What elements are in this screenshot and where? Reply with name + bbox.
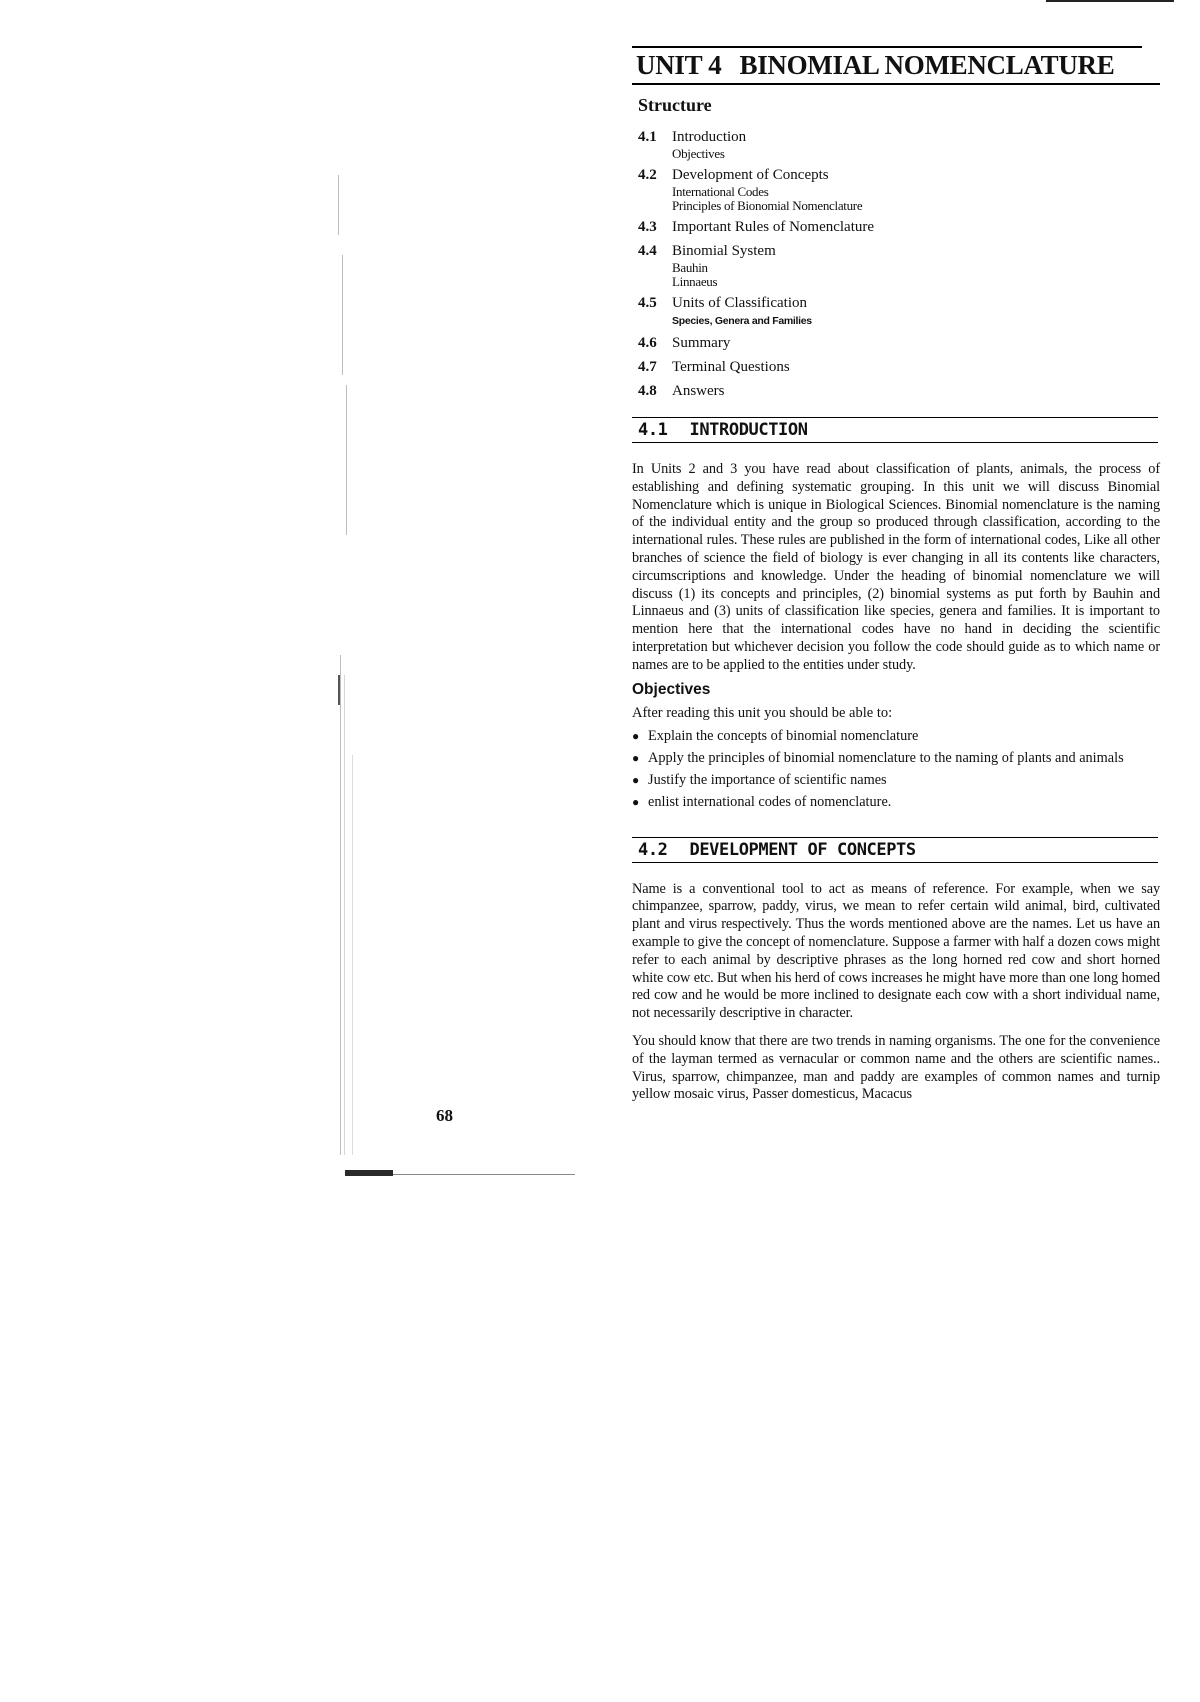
development-paragraph-2: You should know that there are two trends in naming organisms. The one for the convenience of the layman termed as vernacular or common name and the others are scientific names.. Virus, sparrow, chimpanzee, man and paddy are examples of common names and turnip yellow mosaic virus, Passer domesticus, Macacus xyxy=(632,1032,1160,1103)
list-item: ● Justify the importance of scientific names xyxy=(632,771,887,788)
bullet-icon: ● xyxy=(632,772,640,787)
top-edge-rule xyxy=(1046,0,1174,2)
toc-label: Summary xyxy=(672,335,731,351)
page-content xyxy=(632,46,1160,1104)
toc-subitem: Species, Genera and Families xyxy=(672,315,812,327)
list-item: ● enlist international codes of nomenclature. xyxy=(632,793,892,810)
toc-label: Units of Classification xyxy=(672,295,807,311)
toc-label: Important Rules of Nomenclature xyxy=(672,219,875,235)
section-heading-development xyxy=(632,837,1158,863)
list-item: ● Explain the concepts of binomial nomenclature xyxy=(632,727,919,744)
toc-number: 4.6 xyxy=(638,335,657,351)
toc-item xyxy=(638,382,1160,401)
list-item: ● Apply the principles of binomial nomenclature to the naming of plants and animals xyxy=(632,749,1124,766)
scanned-binding-margin xyxy=(338,155,578,1175)
toc-subitem: International Codes xyxy=(672,184,769,199)
unit-number: UNIT 4 xyxy=(636,50,722,80)
objectives-list xyxy=(632,728,1160,811)
objectives-heading: Objectives xyxy=(632,680,711,698)
toc-item xyxy=(638,166,1160,213)
section-heading-introduction xyxy=(632,417,1158,443)
toc-number: 4.3 xyxy=(638,219,657,235)
toc-number: 4.1 xyxy=(638,129,657,145)
toc-item xyxy=(638,242,1160,289)
toc-item xyxy=(638,334,1160,353)
section-title: INTRODUCTION xyxy=(689,420,808,440)
bullet-icon: ● xyxy=(632,750,640,765)
toc-subitem: Objectives xyxy=(672,146,725,161)
toc-number: 4.5 xyxy=(638,295,657,311)
bullet-icon: ● xyxy=(632,794,640,809)
toc-label: Development of Concepts xyxy=(672,167,829,183)
introduction-paragraph: In Units 2 and 3 you have read about classification of plants, animals, the process of establishing and defining systematic grouping. In this unit we will discuss Binomial Nomenclature which is unique in Biological Sciences. Binomial nomenclature is the naming of the individual entity and the group so produced through classification, according to the international rules. These rules are published in the form of international codes, Like all other branches of science the field of biology is ever changing in all its contents like characters, circumscriptions and knowledge. Under the heading of binomial nomenclature we will discuss (1) its concepts and principles, (2) binomial systems as put forth by Bauhin and Linnaeus and (3) units of classification like species, genera and families. It is important to mention here that the international codes have no hand in deciding the scientific interpretation but whichever decision you follow the code should guide as to which name or names are to be applied to the entities under study. xyxy=(632,461,1160,673)
section-number: 4.1 xyxy=(638,420,668,440)
unit-title xyxy=(636,50,1160,81)
section-title: DEVELOPMENT OF CONCEPTS xyxy=(689,839,916,860)
objectives-intro: After reading this unit you should be able to: xyxy=(632,704,893,721)
page-number: 68 xyxy=(436,1106,453,1125)
toc-number: 4.8 xyxy=(638,383,657,399)
toc-subitem: Linnaeus xyxy=(672,274,718,289)
structure-heading: Structure xyxy=(638,95,712,115)
page-bottom-bar xyxy=(345,1170,575,1177)
toc-label: Terminal Questions xyxy=(672,359,790,375)
toc-item xyxy=(638,294,1160,329)
title-bottom-rule xyxy=(632,83,1160,85)
toc-label: Binomial System xyxy=(672,243,776,259)
toc-subitem: Principles of Bionomial Nomenclature xyxy=(672,198,863,213)
table-of-contents xyxy=(638,128,1160,401)
toc-label: Answers xyxy=(672,383,725,399)
bullet-icon: ● xyxy=(632,728,640,743)
unit-title-text: BINOMIAL NOMENCLATURE xyxy=(739,50,1115,80)
toc-label: Introduction xyxy=(672,129,747,145)
toc-subitem: Bauhin xyxy=(672,260,708,275)
toc-number: 4.2 xyxy=(638,167,657,183)
toc-number: 4.7 xyxy=(638,359,657,375)
toc-item xyxy=(638,128,1160,161)
toc-number: 4.4 xyxy=(638,243,657,259)
development-paragraph-1: Name is a conventional tool to act as means of reference. For example, when we say chimpanzee, sparrow, paddy, virus, we mean to refer certain wild animal, bird, cultivated plant and virus respectively. Thus the words mentioned above are the names. Let us have an example to give the concept of nomenclature. Suppose a farmer with half a dozen cows might refer to each animal by descriptive phrases as the long horned red cow and short horned white cow etc. But when his herd of cows increases he might have more than one long homed red cow and he would be more inclined to designate each cow with a short individual name, not necessarily descriptive in character. xyxy=(632,880,1160,1022)
toc-item xyxy=(638,358,1160,377)
toc-item xyxy=(638,218,1160,237)
title-top-rule xyxy=(632,46,1142,48)
section-number: 4.2 xyxy=(638,839,668,860)
